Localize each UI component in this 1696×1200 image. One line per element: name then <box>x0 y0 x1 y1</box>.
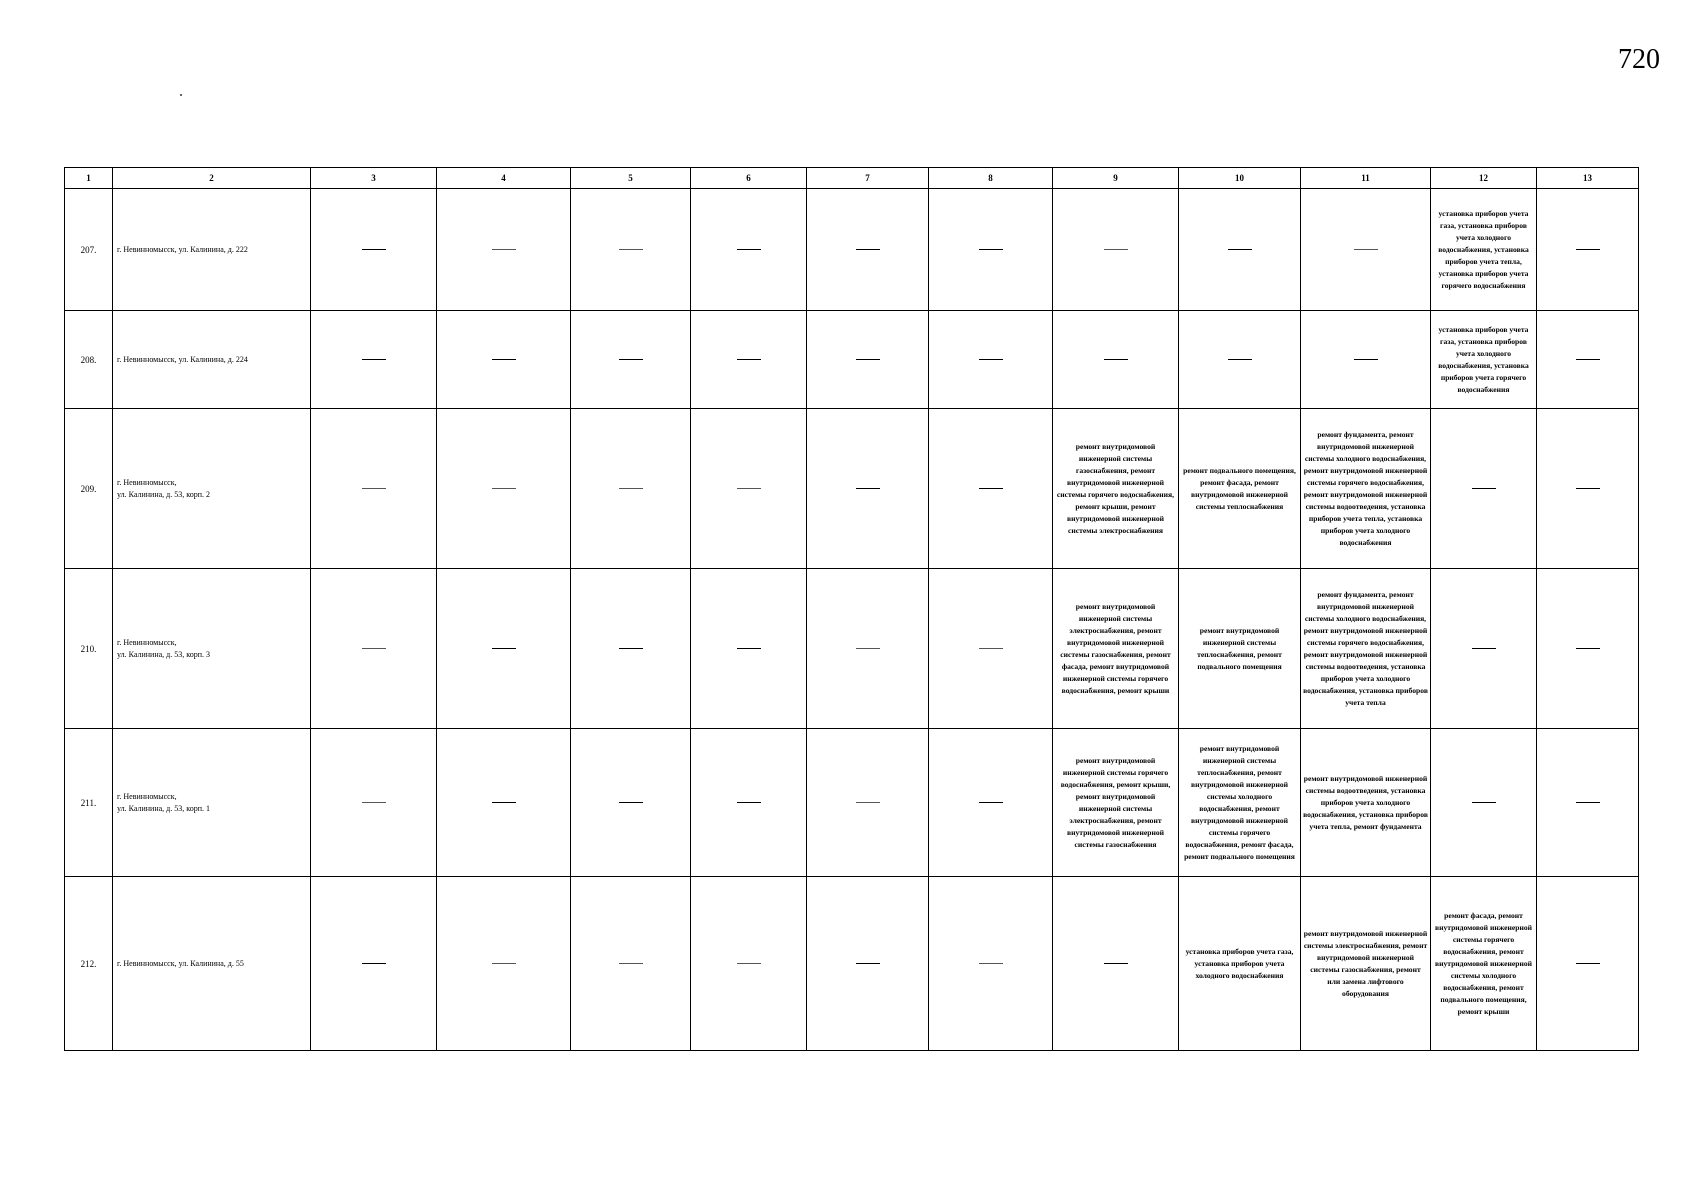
row-number: 207. <box>65 189 113 311</box>
empty-cell <box>437 877 571 1051</box>
empty-cell <box>807 311 929 409</box>
column-header: 9 <box>1053 168 1179 189</box>
address-cell <box>113 569 311 729</box>
dash-mark <box>1104 963 1128 964</box>
row-number: 211. <box>65 729 113 877</box>
empty-cell <box>929 729 1053 877</box>
dash-mark <box>1576 648 1600 649</box>
empty-cell <box>571 189 691 311</box>
address-cell <box>113 189 311 311</box>
work-description: ремонт внутридомовой инженерной системы электроснабжения, ремонт внутридомовой инженерной системы газоснабжения, ремонт или замена лифтового оборудования <box>1301 877 1431 1051</box>
empty-cell <box>1431 409 1537 569</box>
empty-cell <box>807 409 929 569</box>
address-line: ул. Калинина, д. 53, корп. 1 <box>117 803 210 813</box>
address-line: г. Невинномысск, <box>117 791 177 801</box>
dash-mark <box>856 488 880 489</box>
dash-mark <box>856 648 880 649</box>
table-row <box>65 569 1639 729</box>
dash-mark <box>737 359 761 360</box>
dash-mark <box>856 963 880 964</box>
address-cell <box>113 729 311 877</box>
empty-cell <box>437 409 571 569</box>
column-header: 8 <box>929 168 1053 189</box>
dash-mark <box>1576 963 1600 964</box>
empty-cell <box>311 877 437 1051</box>
dash-mark <box>362 802 386 803</box>
dash-mark <box>979 648 1003 649</box>
dash-mark <box>1228 359 1252 360</box>
work-description: установка приборов учета газа, установка приборов учета холодного водоснабжения <box>1179 877 1301 1051</box>
table-row <box>65 189 1639 311</box>
dash-mark <box>362 963 386 964</box>
work-description: ремонт фундамента, ремонт внутридомовой инженерной системы холодного водоснабжения, ремонт внутридомовой инженерной системы горячего водоснабжения, ремонт внутридомовой инженерной системы водоотведения, установка приборов учета холодного водоснабжения, установка приборов учета тепла <box>1301 569 1431 729</box>
work-description: ремонт внутридомовой инженерной системы электроснабжения, ремонт внутридомовой инженерной системы газоснабжения, ремонт фасада, ремонт внутридомовой инженерной системы горячего водоснабжения, ремонт крыши <box>1053 569 1179 729</box>
empty-cell <box>691 311 807 409</box>
work-description: установка приборов учета газа, установка приборов учета холодного водоснабжения, установка приборов учета тепла, установка приборов учета горячего водоснабжения <box>1431 189 1537 311</box>
dash-mark <box>1576 802 1600 803</box>
empty-cell <box>691 189 807 311</box>
empty-cell <box>571 311 691 409</box>
column-header: 7 <box>807 168 929 189</box>
work-description: ремонт внутридомовой инженерной системы теплоснабжения, ремонт подвального помещения <box>1179 569 1301 729</box>
address-line: г. Невинномысск, ул. Калинина, д. 224 <box>117 354 248 364</box>
dash-mark <box>1104 359 1128 360</box>
empty-cell <box>929 569 1053 729</box>
empty-cell <box>1053 311 1179 409</box>
empty-cell <box>311 189 437 311</box>
empty-cell <box>311 569 437 729</box>
row-number: 210. <box>65 569 113 729</box>
table-row <box>65 409 1639 569</box>
empty-cell <box>807 877 929 1051</box>
dash-mark <box>492 359 516 360</box>
empty-cell <box>571 877 691 1051</box>
dash-mark <box>492 488 516 489</box>
dash-mark <box>737 488 761 489</box>
empty-cell <box>807 189 929 311</box>
address-line: г. Невинномысск, ул. Калинина, д. 222 <box>117 244 248 254</box>
column-header: 2 <box>113 168 311 189</box>
work-description: ремонт подвального помещения, ремонт фасада, ремонт внутридомовой инженерной системы теплоснабжения <box>1179 409 1301 569</box>
dash-mark <box>737 648 761 649</box>
empty-cell <box>1537 569 1639 729</box>
dash-mark <box>619 488 643 489</box>
empty-cell <box>1301 311 1431 409</box>
dash-mark <box>362 488 386 489</box>
address-cell <box>113 877 311 1051</box>
dash-mark <box>1104 249 1128 250</box>
empty-cell <box>1431 569 1537 729</box>
dash-mark <box>492 802 516 803</box>
empty-cell <box>1179 189 1301 311</box>
column-header: 13 <box>1537 168 1639 189</box>
address-cell <box>113 409 311 569</box>
empty-cell <box>1053 189 1179 311</box>
empty-cell <box>311 729 437 877</box>
scan-speck <box>180 94 182 96</box>
empty-cell <box>929 409 1053 569</box>
empty-cell <box>691 569 807 729</box>
dash-mark <box>737 802 761 803</box>
dash-mark <box>619 249 643 250</box>
dash-mark <box>1472 488 1496 489</box>
row-number: 209. <box>65 409 113 569</box>
empty-cell <box>571 409 691 569</box>
empty-cell <box>1301 189 1431 311</box>
work-description: ремонт фасада, ремонт внутридомовой инженерной системы горячего водоснабжения, ремонт внутридомовой инженерной системы холодного водоснабжения, ремонт подвального помещения, ремонт крыши <box>1431 877 1537 1051</box>
work-description: ремонт внутридомовой инженерной системы теплоснабжения, ремонт внутридомовой инженерной системы холодного водоснабжения, ремонт внутридомовой инженерной системы горячего водоснабжения, ремонт фасада, ремонт подвального помещения <box>1179 729 1301 877</box>
address-line: ул. Калинина, д. 53, корп. 2 <box>117 489 210 499</box>
column-header: 1 <box>65 168 113 189</box>
empty-cell <box>1179 311 1301 409</box>
empty-cell <box>691 729 807 877</box>
empty-cell <box>929 311 1053 409</box>
empty-cell <box>1431 729 1537 877</box>
dash-mark <box>619 963 643 964</box>
dash-mark <box>362 359 386 360</box>
address-line: г. Невинномысск, <box>117 477 177 487</box>
dash-mark <box>492 249 516 250</box>
empty-cell <box>571 729 691 877</box>
dash-mark <box>1354 359 1378 360</box>
dash-mark <box>1472 648 1496 649</box>
empty-cell <box>1053 877 1179 1051</box>
dash-mark <box>979 359 1003 360</box>
address-line: ул. Калинина, д. 53, корп. 3 <box>117 649 210 659</box>
dash-mark <box>362 249 386 250</box>
dash-mark <box>856 249 880 250</box>
work-description: установка приборов учета газа, установка приборов учета холодного водоснабжения, установка приборов учета горячего водоснабжения <box>1431 311 1537 409</box>
page-number: 720 <box>1618 44 1660 75</box>
empty-cell <box>1537 311 1639 409</box>
work-description: ремонт внутридомовой инженерной системы газоснабжения, ремонт внутридомовой инженерной системы горячего водоснабжения, ремонт крыши, ремонт внутридомовой инженерной системы электроснабжения <box>1053 409 1179 569</box>
row-number: 212. <box>65 877 113 1051</box>
dash-mark <box>619 802 643 803</box>
dash-mark <box>979 802 1003 803</box>
column-header: 11 <box>1301 168 1431 189</box>
empty-cell <box>1537 409 1639 569</box>
dash-mark <box>492 648 516 649</box>
address-line: г. Невинномысск, ул. Калинина, д. 55 <box>117 958 244 968</box>
column-header: 10 <box>1179 168 1301 189</box>
work-description: ремонт внутридомовой инженерной системы горячего водоснабжения, ремонт крыши, ремонт внутридомовой инженерной системы электроснабжения, ремонт внутридомовой инженерной системы газоснабжения <box>1053 729 1179 877</box>
empty-cell <box>691 409 807 569</box>
empty-cell <box>437 729 571 877</box>
empty-cell <box>691 877 807 1051</box>
column-header: 12 <box>1431 168 1537 189</box>
empty-cell <box>311 409 437 569</box>
dash-mark <box>979 963 1003 964</box>
table-row <box>65 729 1639 877</box>
address-line: г. Невинномысск, <box>117 637 177 647</box>
empty-cell <box>437 189 571 311</box>
empty-cell <box>929 189 1053 311</box>
empty-cell <box>807 729 929 877</box>
empty-cell <box>311 311 437 409</box>
table-row <box>65 311 1639 409</box>
dash-mark <box>492 963 516 964</box>
dash-mark <box>362 648 386 649</box>
dash-mark <box>1228 249 1252 250</box>
dash-mark <box>737 249 761 250</box>
work-description: ремонт фундамента, ремонт внутридомовой инженерной системы холодного водоснабжения, ремонт внутридомовой инженерной системы горячего водоснабжения, ремонт внутридомовой инженерной системы водоотведения, установка приборов учета тепла, установка приборов учета холодного водоснабжения <box>1301 409 1431 569</box>
empty-cell <box>1537 189 1639 311</box>
empty-cell <box>929 877 1053 1051</box>
dash-mark <box>1576 359 1600 360</box>
work-description: ремонт внутридомовой инженерной системы водоотведения, установка приборов учета холодного водоснабжения, установка приборов учета тепла, ремонт фундамента <box>1301 729 1431 877</box>
repair-schedule-table <box>64 167 1639 1051</box>
dash-mark <box>619 648 643 649</box>
column-header: 6 <box>691 168 807 189</box>
dash-mark <box>979 488 1003 489</box>
column-header: 4 <box>437 168 571 189</box>
empty-cell <box>437 311 571 409</box>
empty-cell <box>437 569 571 729</box>
column-header: 3 <box>311 168 437 189</box>
dash-mark <box>1576 249 1600 250</box>
empty-cell <box>807 569 929 729</box>
dash-mark <box>979 249 1003 250</box>
dash-mark <box>856 359 880 360</box>
empty-cell <box>1537 877 1639 1051</box>
dash-mark <box>856 802 880 803</box>
empty-cell <box>571 569 691 729</box>
empty-cell <box>1537 729 1639 877</box>
dash-mark <box>619 359 643 360</box>
column-number-header-row <box>65 168 1639 189</box>
row-number: 208. <box>65 311 113 409</box>
dash-mark <box>737 963 761 964</box>
table-row <box>65 877 1639 1051</box>
dash-mark <box>1576 488 1600 489</box>
dash-mark <box>1354 249 1378 250</box>
address-cell <box>113 311 311 409</box>
dash-mark <box>1472 802 1496 803</box>
column-header: 5 <box>571 168 691 189</box>
